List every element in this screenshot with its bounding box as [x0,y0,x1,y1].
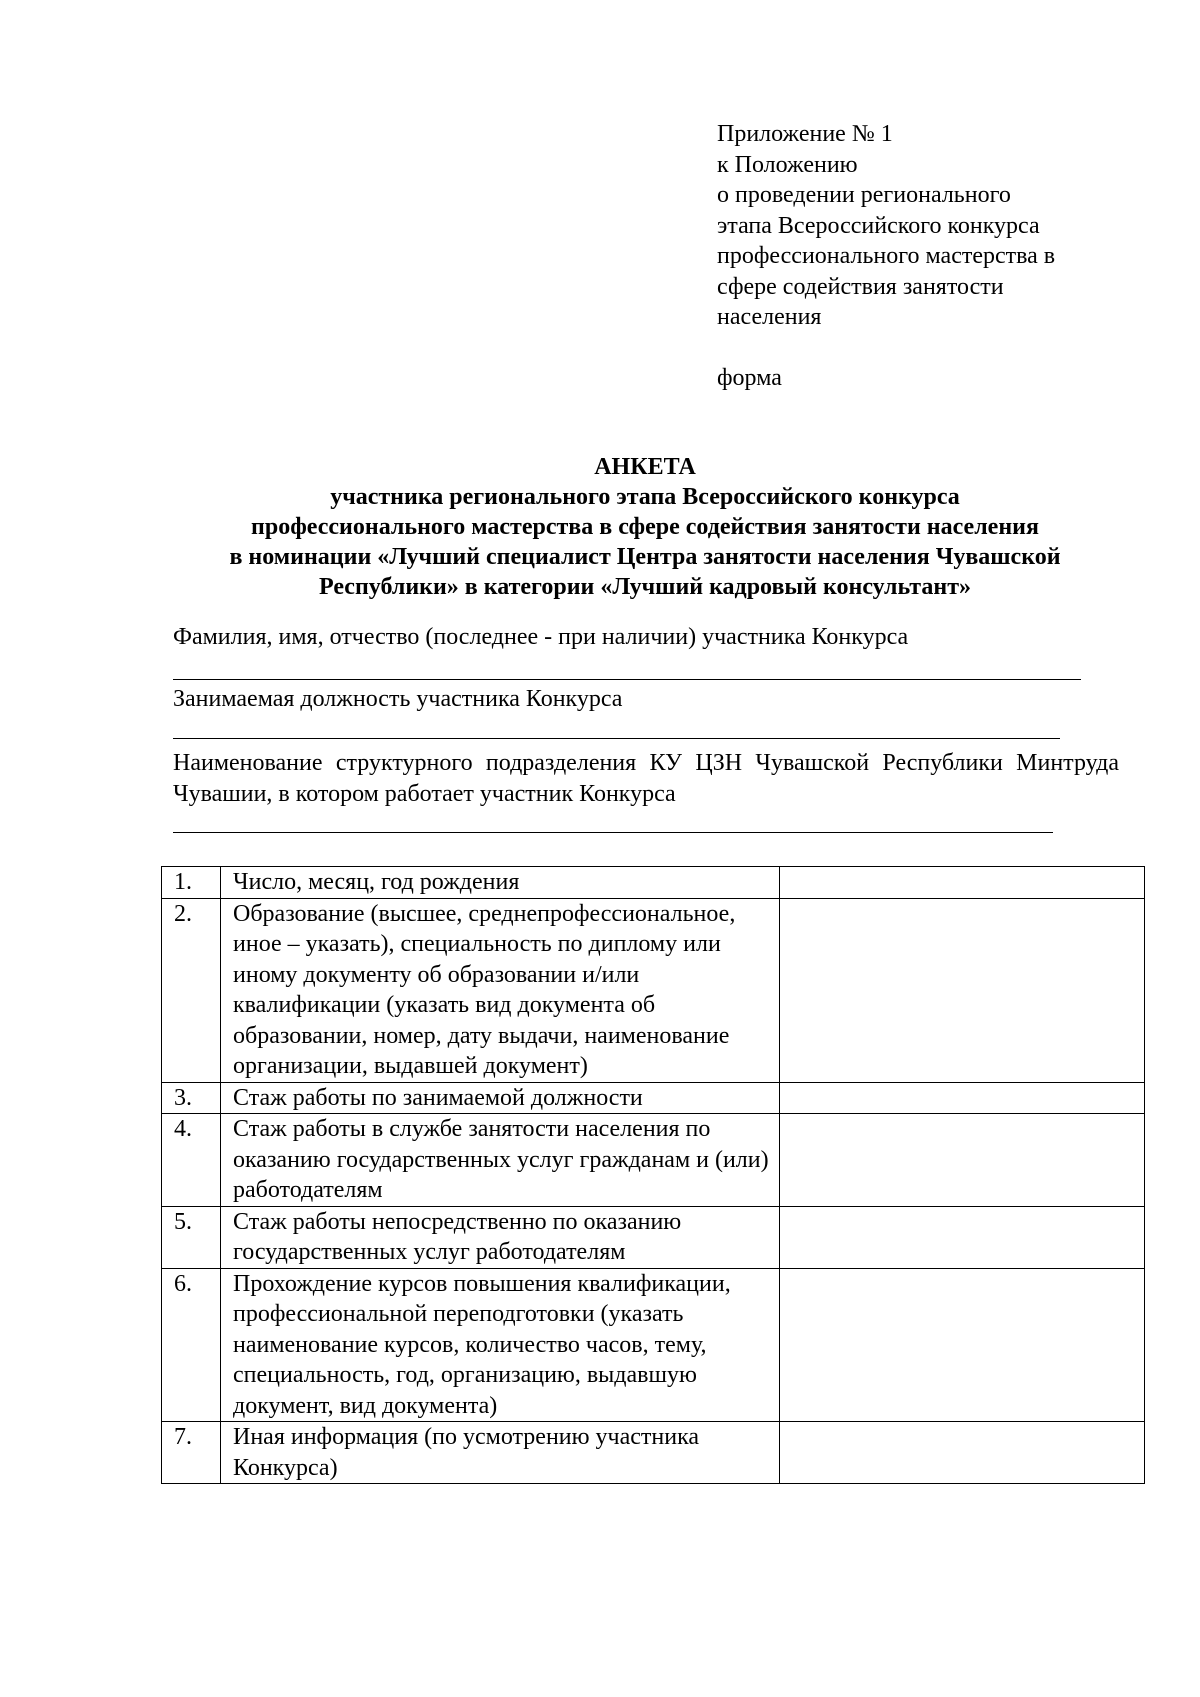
questionnaire-table [161,866,1145,1484]
unit-label: Наименование структурного подразделения КУ ЦЗН Чувашской Республики Минтруда Чувашии, в котором работает участник Конкурса [173,750,1119,807]
row-description: Стаж работы по занимаемой должности [221,1082,780,1114]
table-row [162,1422,1145,1484]
appendix-line: сфере содействия занятости [717,273,1004,300]
row-number: 4. [162,1114,221,1207]
table-row [162,1082,1145,1114]
row-number: 3. [162,1082,221,1114]
position-input-line[interactable] [173,738,1060,739]
questionnaire-title [150,452,1140,602]
row-description: Прохождение курсов повышения квалификации, профессиональной переподготовки (указать наименование курсов, количество часов, тему, специальность, год, организацию, выдавшую документ, вид документа) [221,1268,780,1422]
row-description: Иная информация (по усмотрению участника Конкурса) [221,1422,780,1484]
row-value-cell[interactable] [780,1206,1145,1268]
table-row [162,1268,1145,1422]
appendix-note [717,119,1147,393]
full-name-input-line[interactable] [173,679,1081,680]
title-line: профессионального мастерства в сфере содействия занятости населения [251,514,1039,540]
title-line: участника регионального этапа Всероссийского конкурса [330,484,960,510]
row-number: 2. [162,898,221,1082]
appendix-line: этапа Всероссийского конкурса [717,212,1040,239]
row-value-cell[interactable] [780,1422,1145,1484]
appendix-line: о проведении регионального [717,182,1011,208]
appendix-line: к Положению [717,151,858,178]
row-number: 1. [162,867,221,899]
unit-input-line[interactable] [173,832,1053,833]
row-value-cell[interactable] [780,898,1145,1082]
title-line: в номинации «Лучший специалист Центра занятости населения Чувашской [229,544,1061,570]
table-row [162,867,1145,899]
row-number: 5. [162,1206,221,1268]
row-number: 6. [162,1268,221,1422]
appendix-line: населения [717,304,822,330]
row-value-cell[interactable] [780,1114,1145,1207]
row-value-cell[interactable] [780,1268,1145,1422]
row-value-cell[interactable] [780,1082,1145,1114]
table-row [162,1114,1145,1207]
title-heading: АНКЕТА [594,454,696,480]
title-line: Республики» в категории «Лучший кадровый консультант» [319,574,971,600]
form-label: форма [717,364,782,391]
appendix-line: Приложение № 1 [717,121,893,147]
row-number: 7. [162,1422,221,1484]
row-description: Число, месяц, год рождения [221,867,780,899]
table-row [162,898,1145,1082]
table-row [162,1206,1145,1268]
appendix-line: профессионального мастерства в [717,243,1056,269]
row-description: Образование (высшее, среднепрофессиональное, иное – указать), специальность по диплому или иному документу об образовании и/или квалификации (указать вид документа об образовании, номер, дату выдачи, наименование организации, выдавшей документ) [221,898,780,1082]
position-label: Занимаемая должность участника Конкурса [173,686,623,712]
full-name-label: Фамилия, имя, отчество (последнее - при наличии) участника Конкурса [173,624,909,650]
row-description: Стаж работы непосредственно по оказанию государственных услуг работодателям [221,1206,780,1268]
row-value-cell[interactable] [780,867,1145,899]
row-description: Стаж работы в службе занятости населения по оказанию государственных услуг гражданам и (или) работодателям [221,1114,780,1207]
